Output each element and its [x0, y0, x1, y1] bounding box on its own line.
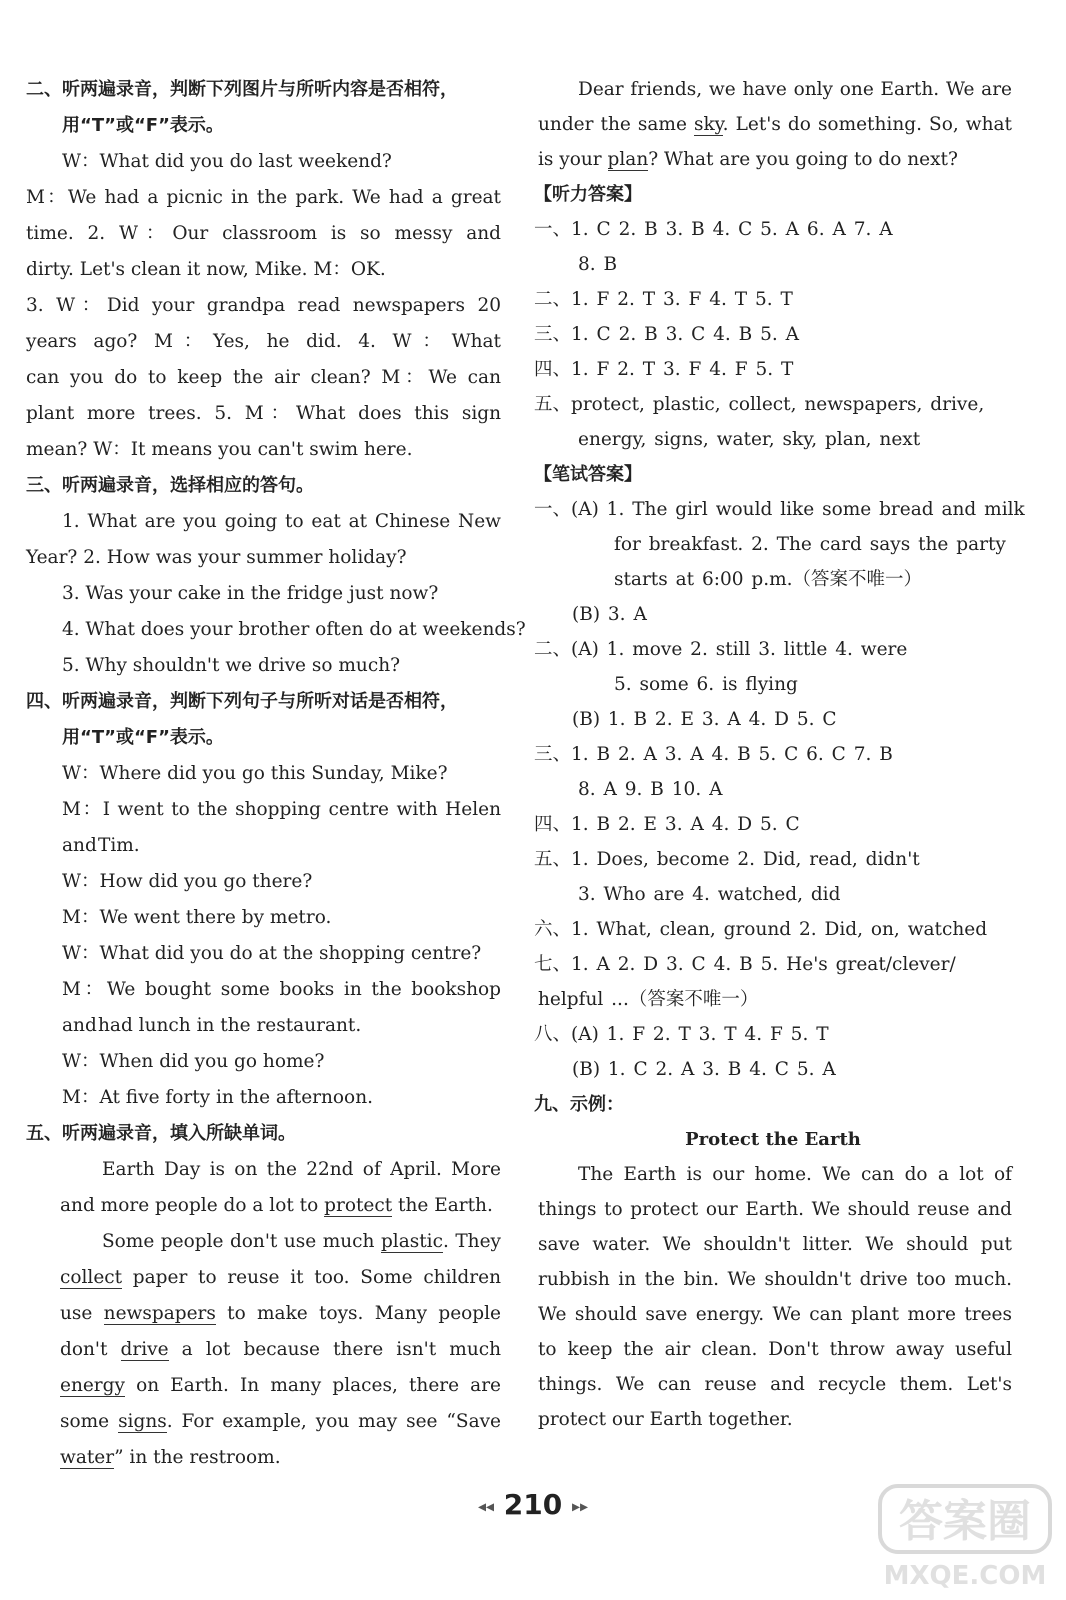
- transcript-line: plant more trees. 5. M：What does this sign: [26, 403, 501, 424]
- section-2-heading-cont: 用“T”或“F”表示。: [62, 115, 224, 136]
- dialogue-line: W：When did you go home?: [62, 1051, 325, 1072]
- answer-line: 四、1. F 2. T 3. F 4. F 5. T: [534, 359, 794, 380]
- passage-text: a lot because there isn't much: [168, 1339, 502, 1360]
- answer-line: 一、(A) 1. The girl would like some bread and milk: [534, 499, 1025, 520]
- transcript-line: years ago? M：Yes, he did. 4. W：What: [26, 331, 501, 352]
- dialogue-line: W：Where did you go this Sunday, Mike?: [62, 763, 448, 784]
- question-line: 5. Why shouldn't we drive so much?: [62, 655, 401, 676]
- passage-text: the Earth.: [392, 1195, 493, 1216]
- passage-text: ?: [948, 149, 958, 170]
- answer-line: (B) 3. A: [572, 604, 647, 625]
- question-line: 4. What does your brother often do at weekends?: [62, 619, 526, 640]
- passage-text: paper to reuse it too. Some children use: [60, 1267, 501, 1324]
- transcript-line: 3. W：Did your grandpa read newspapers 20: [26, 295, 501, 316]
- answer-line: 8. A 9. B 10. A: [578, 779, 723, 800]
- dialogue-line: M：We bought some books in the bookshop and: [62, 979, 501, 1036]
- left-column: [26, 72, 526, 1476]
- answer-line: 四、1. B 2. E 3. A 4. D 5. C: [534, 814, 800, 835]
- passage-text: Some people don't use much: [102, 1231, 381, 1252]
- answer-word: signs: [118, 1411, 167, 1432]
- dialogue-line: had lunch in the restaurant.: [98, 1015, 362, 1036]
- dialogue-line: M：We went there by metro.: [62, 907, 332, 928]
- question-line: 1. What are you going to eat at Chinese New: [62, 511, 501, 532]
- section-2-heading: 二、听两遍录音，判断下列图片与所听内容是否相符，: [26, 79, 458, 100]
- answer-line: 5. some 6. is flying: [614, 674, 798, 695]
- answer-line: 六、1. What, clean, ground 2. Did, on, watched: [534, 919, 988, 940]
- answer-word: plan: [607, 149, 649, 170]
- answer-line: for breakfast. 2. The card says the party: [614, 534, 1006, 555]
- section-5-heading: 五、听两遍录音，填入所缺单词。: [26, 1123, 296, 1144]
- written-answers-heading: 【笔试答案】: [534, 464, 642, 485]
- prev-arrow-icon: ◂◂: [477, 1496, 495, 1516]
- dialogue-line: Tim.: [98, 835, 140, 856]
- question-line: 3. Was your cake in the fridge just now?: [62, 583, 439, 604]
- answer-word: energy: [60, 1375, 125, 1396]
- watermark-url: MXQE.COM: [883, 1561, 1047, 1591]
- answer-word: water: [60, 1447, 115, 1468]
- passage-text: Dear friends, we have only one Earth. We are under the same: [538, 79, 1012, 135]
- passage-text: on Earth. In many places, there are some: [60, 1375, 501, 1432]
- dialogue-line: W：What did you do at the shopping centre?: [62, 943, 482, 964]
- passage-text: ” in the restroom.: [114, 1447, 281, 1468]
- section-3-heading: 三、听两遍录音，选择相应的答句。: [26, 475, 314, 496]
- transcript-line: W：What did you do last weekend?: [62, 151, 392, 172]
- passage-text: ? What are you going to do: [648, 149, 908, 170]
- answer-line: 8. B: [578, 254, 618, 275]
- passage-text: . They: [442, 1231, 501, 1252]
- cloze-paragraph-1: [26, 1152, 501, 1224]
- answer-line: 五、protect, plastic, collect, newspapers, drive,: [534, 394, 985, 415]
- answer-line: 3. Who are 4. watched, did: [578, 884, 841, 905]
- transcript-line: dirty. Let's clean it now, Mike. M：OK.: [26, 259, 386, 280]
- answer-line: 一、1. C 2. B 3. B 4. C 5. A 6. A 7. A: [534, 219, 893, 240]
- watermark-logo: [868, 1478, 1058, 1594]
- answer-word: drive: [120, 1339, 169, 1360]
- listening-answers-heading: 【听力答案】: [534, 184, 642, 205]
- passage-text: . For example, you may see “Save: [166, 1411, 501, 1432]
- answer-word: newspapers: [103, 1303, 216, 1324]
- answer-line: 八、(A) 1. F 2. T 3. T 4. F 5. T: [534, 1024, 829, 1045]
- dialogue-line: W：How did you go there?: [62, 871, 313, 892]
- answer-line: starts at 6:00 p.m.（答案不唯一）: [614, 569, 923, 590]
- answer-line: energy, signs, water, sky, plan, next: [578, 429, 921, 450]
- dialogue-line: M：At five forty in the afternoon.: [62, 1087, 373, 1108]
- transcript-line: M：We had a picnic in the park. We had a great: [26, 187, 501, 208]
- passage-text: . Let's do something. So, what is your: [538, 114, 1012, 170]
- answer-word: next: [907, 149, 948, 170]
- essay-title: Protect the Earth: [685, 1129, 861, 1150]
- section-4-heading-cont: 用“T”或“F”表示。: [62, 727, 224, 748]
- right-column: [534, 72, 1025, 1437]
- answer-line: (B) 1. C 2. A 3. B 4. C 5. A: [572, 1059, 836, 1080]
- answer-word: collect: [60, 1267, 123, 1288]
- essay-body: The Earth is our home. We can do a lot of things to protect our Earth. We should reuse and save water. We shouldn't litter. We should put rubbish in the bin. We shouldn't drive too much. We should save energy. We can plant more trees to keep the air clean. Don't throw away useful things. We can reuse and recycle them. Let's protect our Earth together.: [538, 1164, 1012, 1430]
- dialogue-line: M：I went to the shopping centre with Helen and: [62, 799, 501, 856]
- answer-line: helpful ...（答案不唯一）: [538, 989, 759, 1010]
- answer-line: 七、1. A 2. D 3. C 4. B 5. He's great/clever/: [534, 954, 956, 975]
- next-arrow-icon: ▸▸: [571, 1496, 589, 1516]
- cloze-paragraph-2: [26, 1224, 501, 1476]
- question-line: Year? 2. How was your summer holiday?: [26, 547, 407, 568]
- passage-text: Earth Day is on the 22nd of April. More and more people do a lot to: [60, 1159, 501, 1216]
- answer-line: 三、1. C 2. B 3. C 4. B 5. A: [534, 324, 800, 345]
- section-9-heading: 九、示例：: [534, 1094, 624, 1115]
- watermark-text: 答案圈: [899, 1496, 1031, 1547]
- answer-line: 二、1. F 2. T 3. F 4. T 5. T: [534, 289, 793, 310]
- answer-line: 二、(A) 1. move 2. still 3. little 4. were: [534, 639, 908, 660]
- answer-word: plastic: [380, 1231, 443, 1252]
- transcript-line: can you do to keep the air clean? M：We can: [26, 367, 501, 388]
- transcript-line: time. 2. W：Our classroom is so messy and: [26, 223, 501, 244]
- cloze-paragraph-3: [534, 72, 1012, 177]
- section-4-heading: 四、听两遍录音，判断下列句子与所听对话是否相符，: [26, 691, 458, 712]
- answer-word: protect: [324, 1195, 393, 1216]
- page-number: 210: [503, 1488, 563, 1521]
- answer-line: 三、1. B 2. A 3. A 4. B 5. C 6. C 7. B: [534, 744, 893, 765]
- answer-line: 五、1. Does, become 2. Did, read, didn't: [534, 849, 920, 870]
- answer-word: sky: [693, 114, 723, 135]
- answer-line: (B) 1. B 2. E 3. A 4. D 5. C: [572, 709, 837, 730]
- passage-text: to make toys. Many people don't: [60, 1303, 501, 1360]
- transcript-line: mean? W：It means you can't swim here.: [26, 439, 413, 460]
